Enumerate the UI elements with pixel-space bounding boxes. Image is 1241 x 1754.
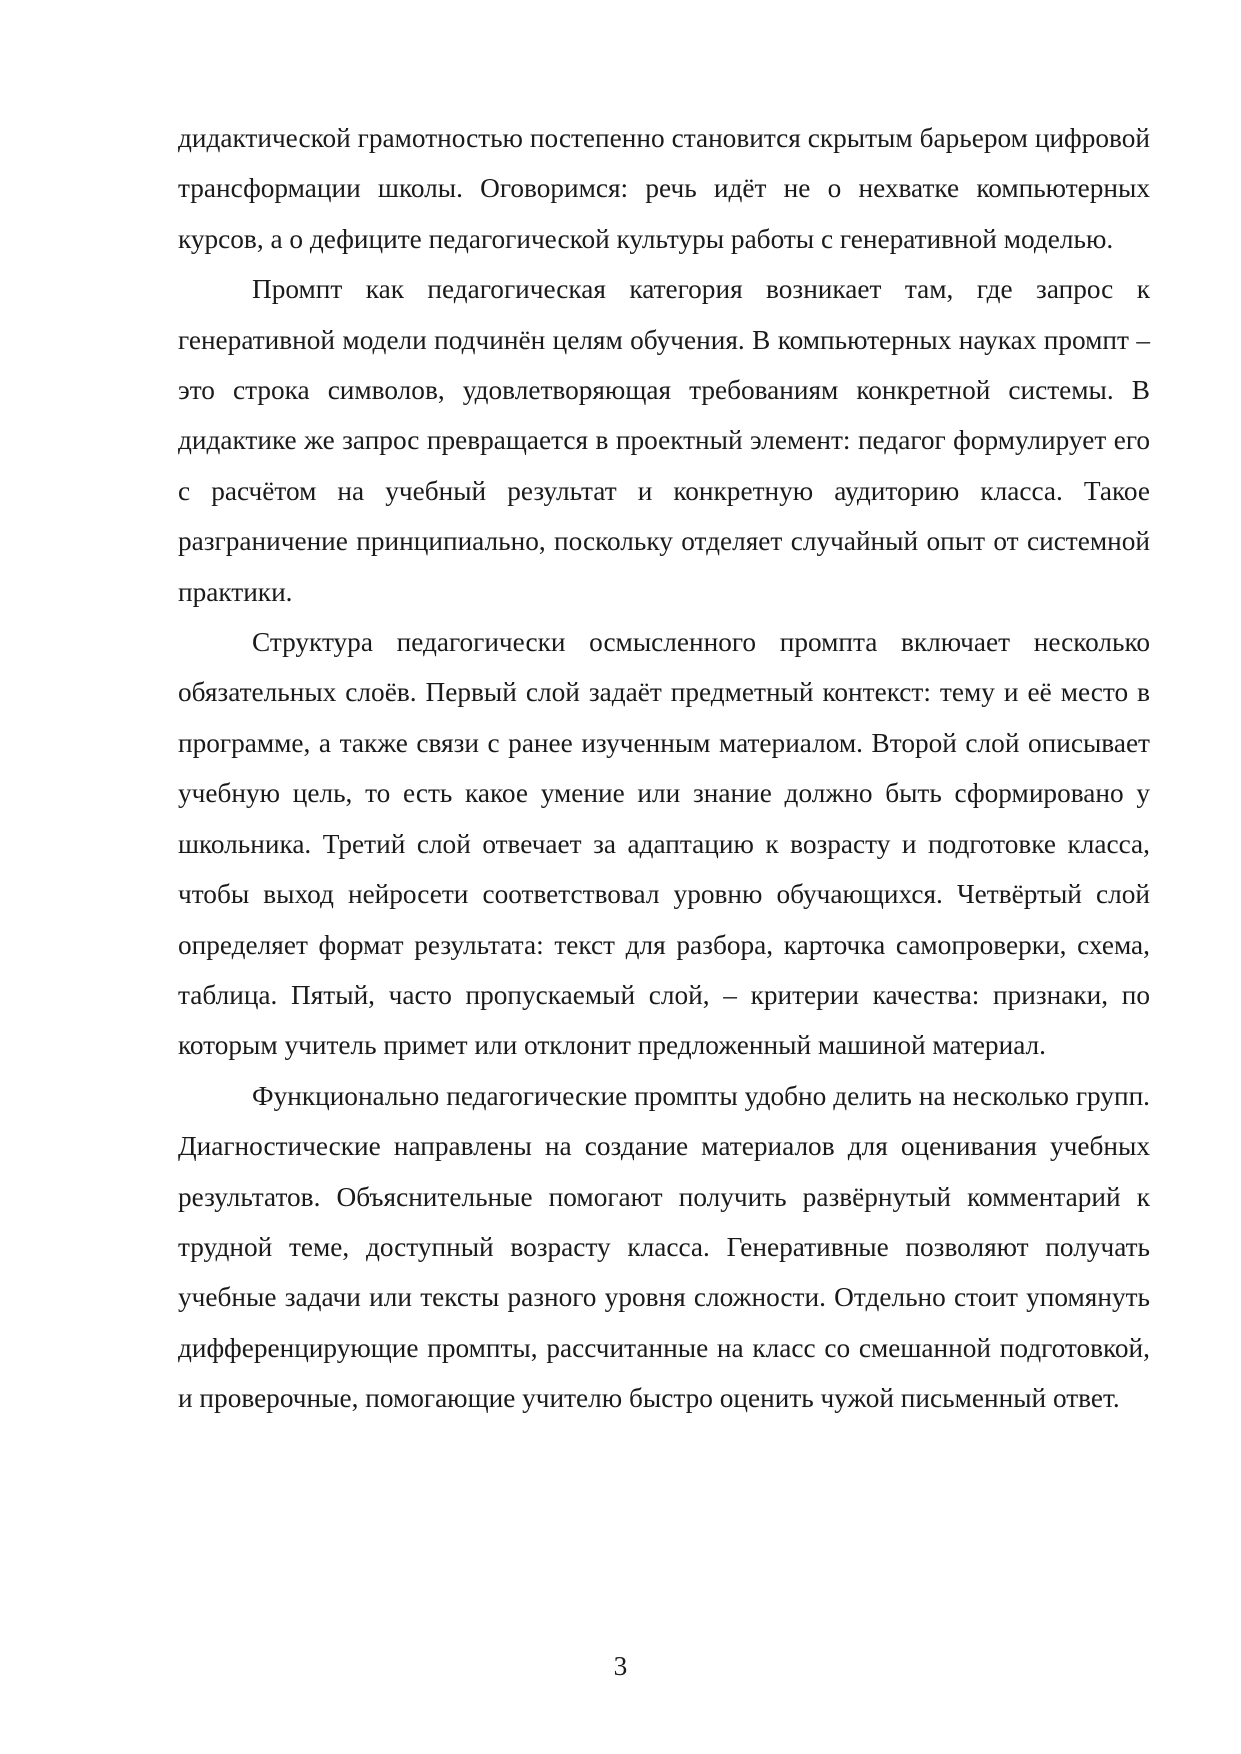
paragraph-continuation: дидактической грамотностью постепенно становится скрытым барьером цифровой трансформации школы. Оговоримся: речь идёт не о нехватке компьютерных курсов, а о дефиците педагогической культуры работы с генеративной моделью. — [178, 123, 1150, 254]
paragraph-prompt-structure: Структура педагогически осмысленного промпта включает несколько обязательных слоёв. Первый слой задаёт предметный контекст: тему и её место в программе, а также связи с ранее изученным материалом. Второй слой описывает учебную цель, то есть какое умение или знание должно быть сформировано у школьника. Третий слой отвечает за адаптацию к возрасту и подготовке класса, чтобы выход нейросети соответствовал уровню обучающихся. Четвёртый слой определяет формат результата: текст для разбора, карточка самопроверки, схема, таблица. Пятый, часто пропускаемый слой, – критерии качества: признаки, по которым учитель примет или отклонит предложенный машиной материал. — [178, 627, 1150, 1061]
page-number: 3 — [613, 1651, 628, 1681]
body-text — [178, 113, 1150, 1424]
paragraph-prompt-definition: Промпт как педагогическая категория возникает там, где запрос к генеративной модели подчинён целям обучения. В компьютерных науках промпт – это строка символов, удовлетворяющая требованиям конкретной системы. В дидактике же запрос превращается в проектный элемент: педагог формулирует его с расчётом на учебный результат и конкретную аудиторию класса. Такое разграничение принципиально, поскольку отделяет случайный опыт от системной практики. — [178, 274, 1150, 607]
paragraph-prompt-types: Функционально педагогические промпты удобно делить на несколько групп. Диагностические направлены на создание материалов для оценивания учебных результатов. Объяснительные помогают получить развёрнутый комментарий к трудной теме, доступный возрасту класса. Генеративные позволяют получать учебные задачи или тексты разного уровня сложности. Отдельно стоит упомянуть дифференцирующие промпты, рассчитанные на класс со смешанной подготовкой, и проверочные, помогающие учителю быстро оценить чужой письменный ответ. — [178, 1080, 1150, 1414]
